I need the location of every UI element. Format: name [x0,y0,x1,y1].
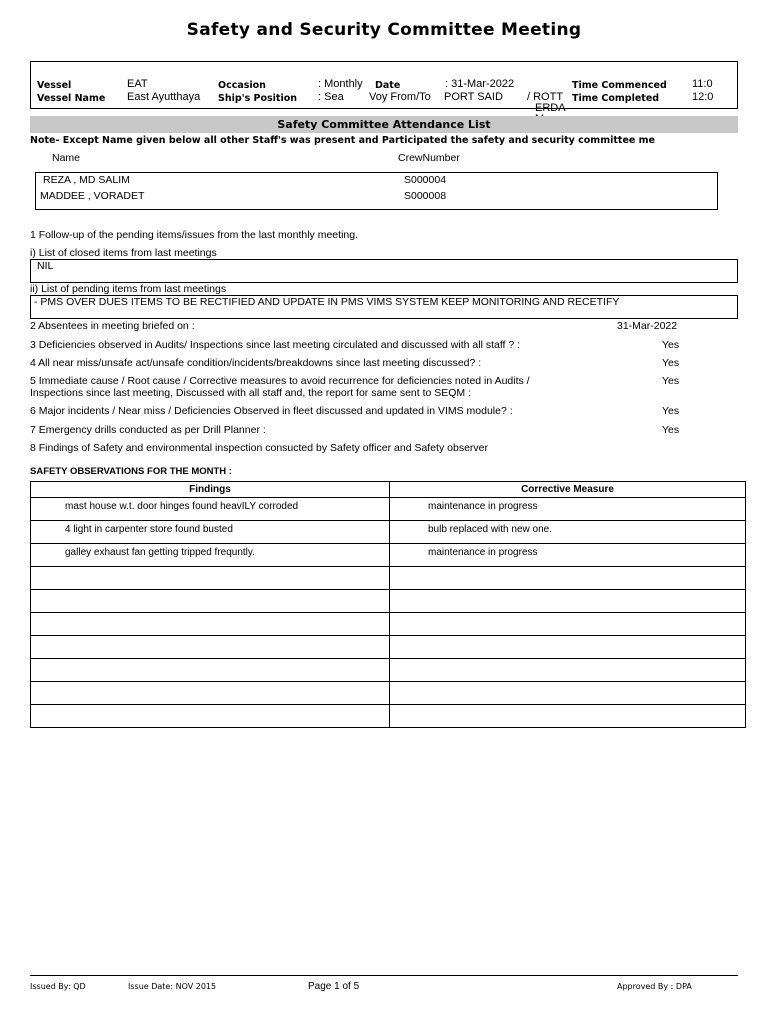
item-2: 2 Absentees in meeting briefed on : [30,320,195,332]
pending-items-label: ii) List of pending items from last meetings [30,283,227,295]
occasion-label: Occasion [218,80,266,91]
measure-cell: maintenance in progress [390,498,746,521]
issued-by: Issued By: QD [30,982,86,991]
table-row [31,498,746,521]
commenced-value: 11:0 [692,78,713,90]
closed-items-box [30,259,738,283]
table-row [31,636,746,659]
item-2-answer: 31-Mar-2022 [617,320,678,332]
crew-column-header: CrewNumber [398,152,460,164]
voy-to-value: / ROTT [527,91,564,103]
page-number: Page 1 of 5 [308,981,360,992]
item-7: 7 Emergency drills conducted as per Drill Planner : [30,424,266,436]
item-6: 6 Major incidents / Near miss / Deficiencies Observed in fleet discussed and updated in VIMS module? : [30,405,513,417]
observations-heading: SAFETY OBSERVATIONS FOR THE MONTH : [30,466,232,477]
approved-by: Approved By : DPA [617,982,692,991]
observations-table [30,481,746,728]
attendee-crew-number: S000008 [404,190,447,202]
findings-column-header: Findings [31,482,390,498]
completed-label: Time Completed [572,93,660,104]
item-4: 4 All near miss/unsafe act/unsafe condition/incidents/breakdowns since last meeting discussed? : [30,357,482,369]
item-5-answer: Yes [662,375,680,387]
item-5-cont: Inspections since last meeting, Discussed with all staff and, the report for same sent to SEQM : [30,387,472,399]
item-7-answer: Yes [662,424,680,436]
voy-to-value-cont: ERDA [535,102,566,114]
measure-cell [390,613,746,636]
commenced-label: Time Commenced [572,80,667,91]
closed-items-value: NIL [37,260,54,272]
item-1: 1 Follow-up of the pending items/issues from the last monthly meeting. [30,229,358,241]
item-3-answer: Yes [662,339,680,351]
attendee-name: REZA , MD SALIM [43,174,130,186]
attendee-name: MADDEE , VORADET [40,190,145,202]
item-6-answer: Yes [662,405,680,417]
attendee-crew-number: S000004 [404,174,447,186]
finding-cell [31,705,390,728]
closed-items-label: i) List of closed items from last meetings [30,247,217,259]
voy-from-value: PORT SAID [444,91,503,103]
finding-cell [31,636,390,659]
finding-cell: 4 light in carpenter store found busted [31,521,390,544]
finding-cell: mast house w.t. door hinges found heavILY corroded [31,498,390,521]
measure-cell: bulb replaced with new one. [390,521,746,544]
finding-cell [31,590,390,613]
name-column-header: Name [52,152,81,164]
item-5: 5 Immediate cause / Root cause / Corrective measures to avoid recurrence for deficiencies noted in Audits / [30,375,530,387]
position-label: Ship's Position [218,93,298,104]
voy-label: Voy From/To [369,91,431,103]
measure-column-header: Corrective Measure [390,482,746,498]
vessel-value: EAT [127,78,148,90]
footer-divider [30,975,738,976]
item-8: 8 Findings of Safety and environmental inspection consucted by Safety officer and Safety observer [30,442,488,454]
item-4-answer: Yes [662,357,680,369]
table-row [31,659,746,682]
vessel-label: Vessel [37,80,72,91]
finding-cell [31,659,390,682]
completed-value: 12:0 [692,91,714,103]
date-label: Date [375,80,401,91]
occasion-value: : Monthly [318,78,363,90]
vessel-name-value: East Ayutthaya [127,91,201,103]
pending-items-value: - PMS OVER DUES ITEMS TO BE RECTIFIED AND UPDATE IN PMS VIMS SYSTEM KEEP MONITORING AND RECETIFY [34,296,620,308]
table-row [31,521,746,544]
table-row [31,613,746,636]
measure-cell [390,590,746,613]
finding-cell [31,682,390,705]
measure-cell: maintenance in progress [390,544,746,567]
date-value: : 31-Mar-2022 [445,78,515,90]
attendance-note: Note- Except Name given below all other Staff's was present and Participated the safety and security committee me [30,135,655,146]
table-row [31,705,746,728]
position-value: : Sea [318,91,344,103]
attendance-heading: Safety Committee Attendance List [30,116,738,133]
table-row [31,590,746,613]
table-row [31,567,746,590]
measure-cell [390,682,746,705]
measure-cell [390,659,746,682]
vessel-name-label: Vessel Name [37,93,106,104]
measure-cell [390,636,746,659]
table-row [31,544,746,567]
measure-cell [390,567,746,590]
item-3: 3 Deficiencies observed in Audits/ Inspections since last meeting circulated and discussed with all staff ? : [30,339,521,351]
measure-cell [390,705,746,728]
table-row [31,682,746,705]
page-title: Safety and Security Committee Meeting [186,20,582,40]
finding-cell: galley exhaust fan getting tripped frequntly. [31,544,390,567]
issue-date: Issue Date: NOV 2015 [128,982,217,991]
finding-cell [31,567,390,590]
finding-cell [31,613,390,636]
